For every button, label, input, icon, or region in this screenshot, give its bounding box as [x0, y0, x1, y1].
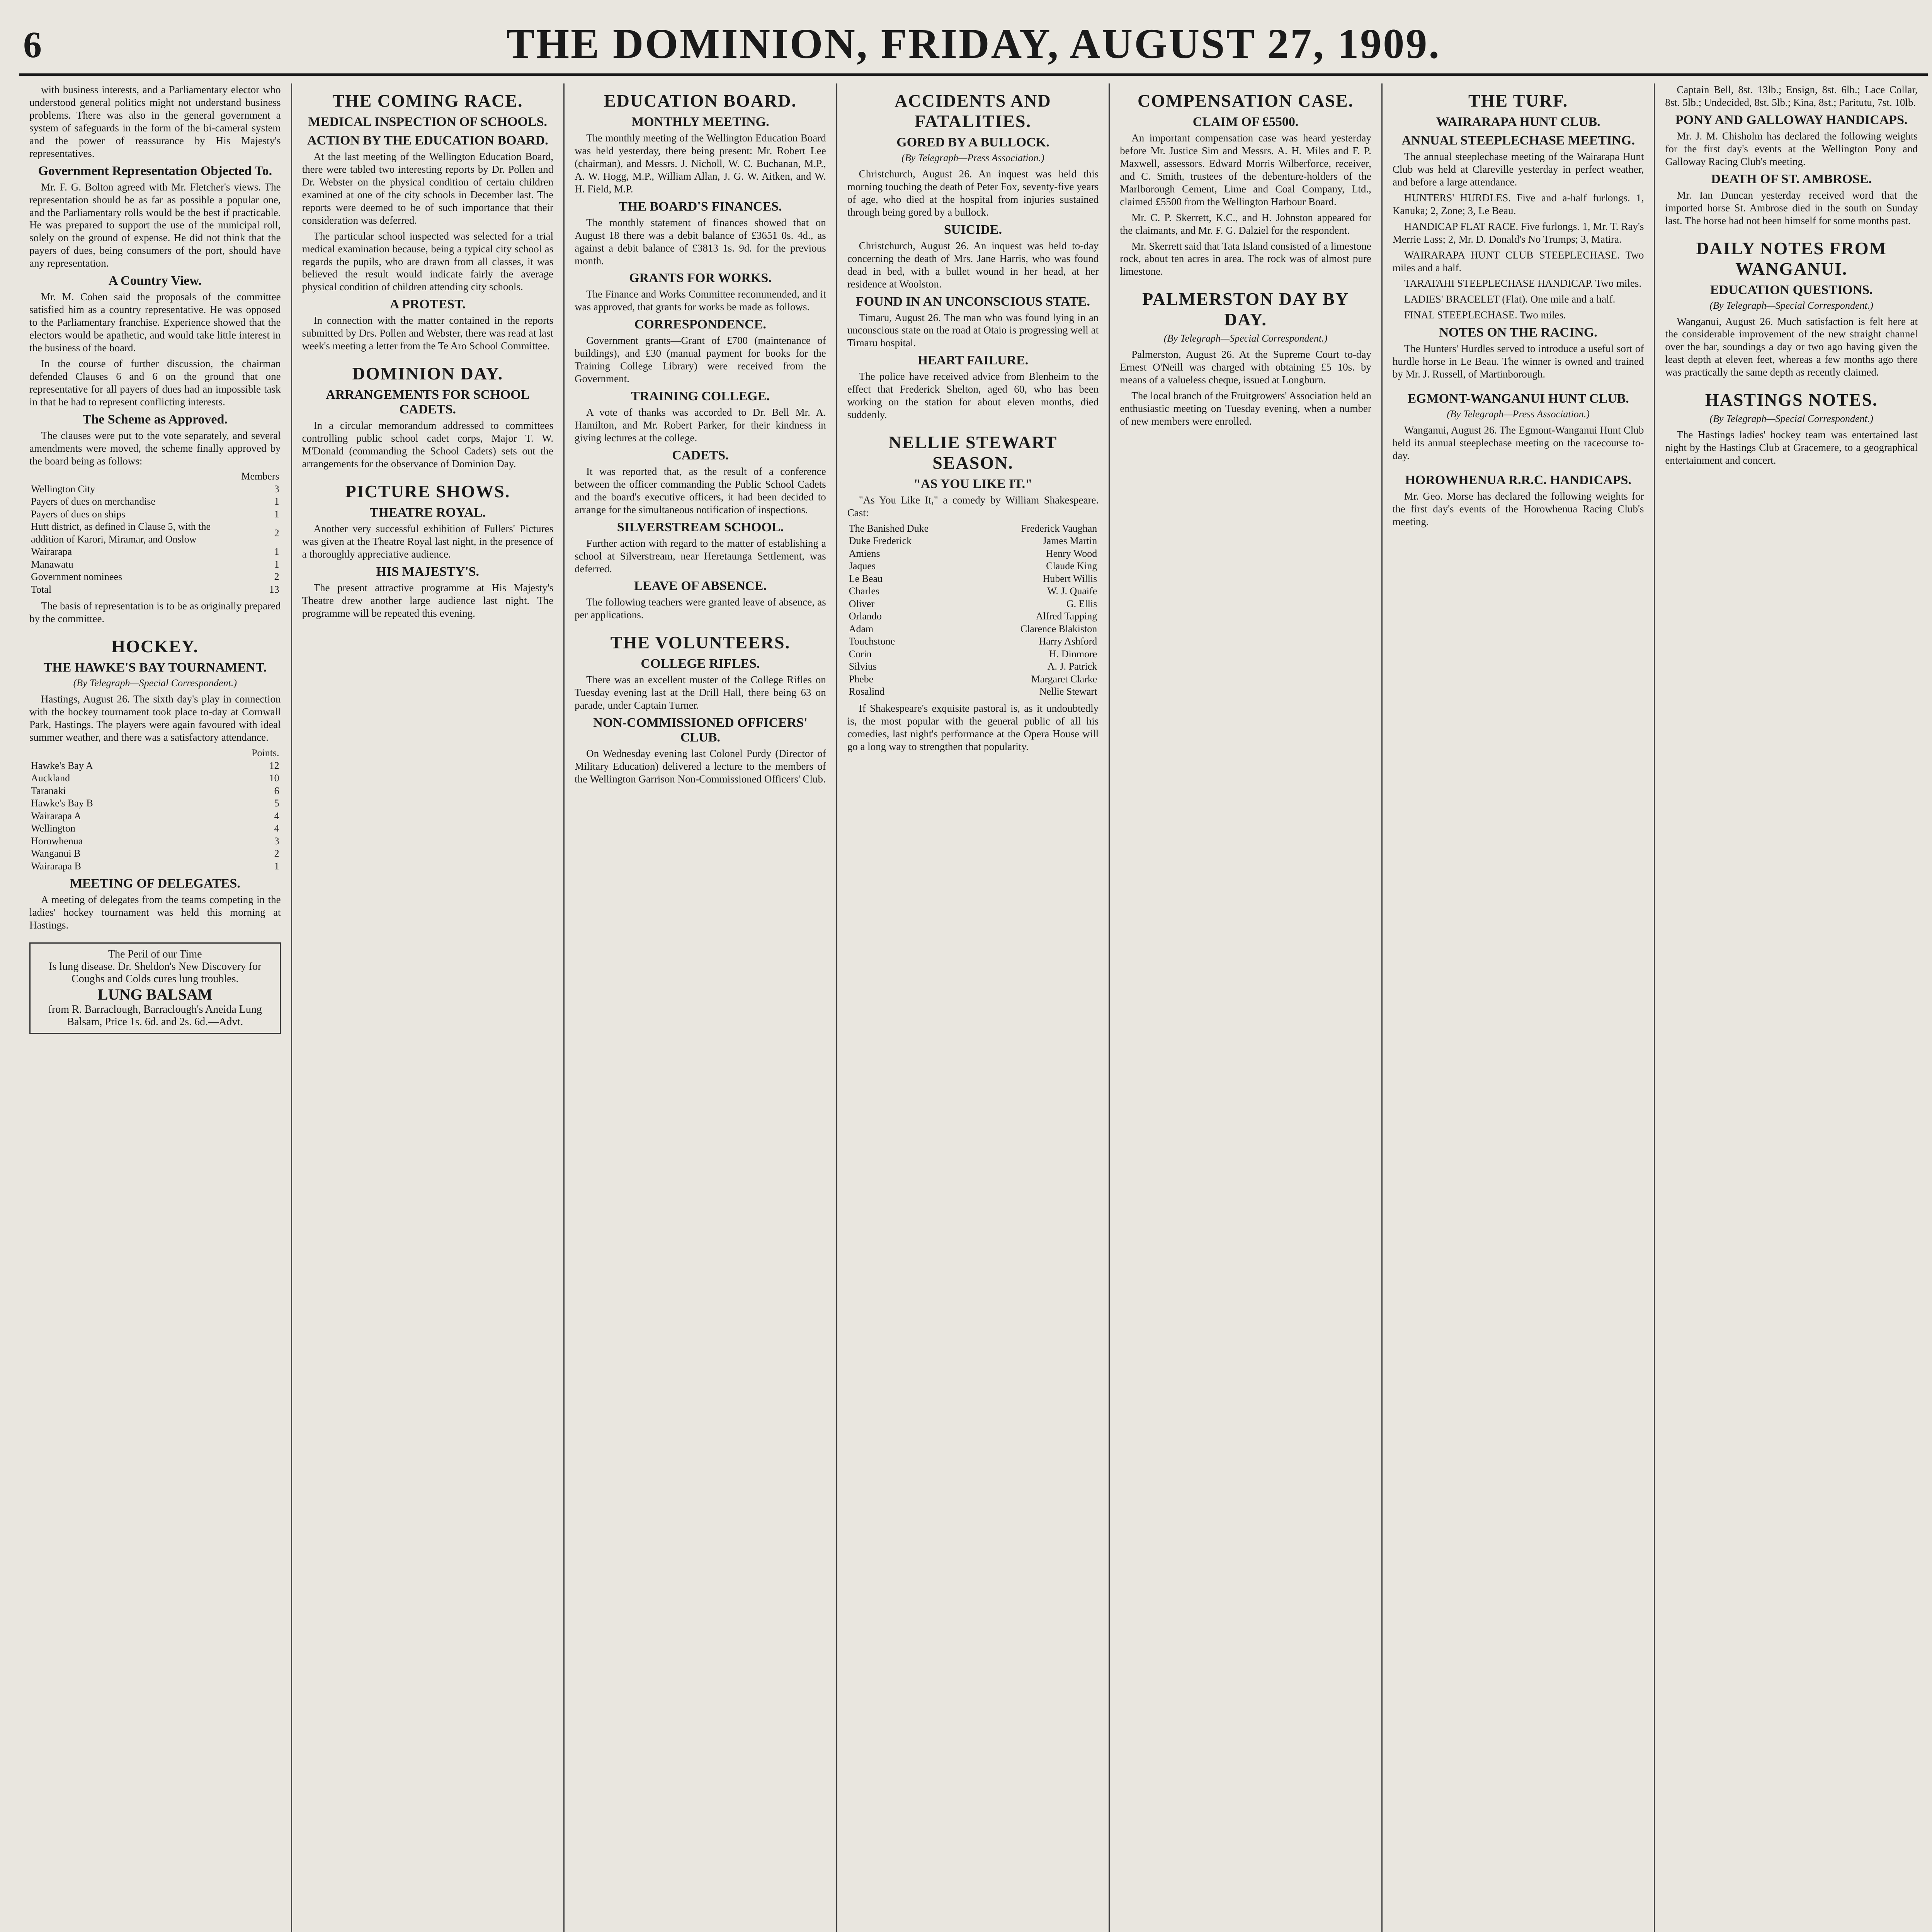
article-text: On Wednesday evening last Colonel Purdy (Director of Military Education) delivered a lecture to the members of the Wellington Garrison Non-Commissioned Officers' Club.	[575, 748, 826, 785]
subheading: FOUND IN AN UNCONSCIOUS STATE.	[855, 294, 1090, 309]
article-text: Mr. Ian Duncan yesterday received word that the imported horse St. Ambrose died in the south on Sunday last. The horse had not been himself for some months past.	[1665, 189, 1918, 226]
headline: PICTURE SHOWS.	[345, 481, 510, 501]
subheading: A PROTEST.	[389, 297, 466, 312]
byline: (By Telegraph—Special Correspondent.)	[1163, 333, 1328, 344]
article-text: The basis of representation is to be as originally prepared by the committee.	[29, 600, 281, 625]
table-row: Jaques Claude King	[849, 560, 1097, 572]
article-text: Mr. C. P. Skerrett, K.C., and H. Johnston appeared for the claimants, and Mr. F. G. Dalziel for the respondent.	[1120, 211, 1371, 236]
education-board-article	[575, 90, 826, 621]
table-row: Manawatu 1	[31, 558, 279, 570]
subheading: EGMONT-WANGANUI HUNT CLUB.	[1407, 391, 1629, 406]
hockey-article	[29, 636, 281, 932]
table-row: Duke Frederick James Martin	[849, 535, 1097, 547]
byline: (By Telegraph—Press Association.)	[1447, 408, 1590, 420]
headline: DAILY NOTES FROM WANGANUI.	[1696, 238, 1887, 279]
table-row: Hawke's Bay B 5	[31, 798, 279, 809]
table-row: Oliver G. Ellis	[849, 598, 1097, 609]
subheading: LEAVE OF ABSENCE.	[634, 579, 767, 594]
ad-product-name: LUNG BALSAM	[97, 985, 213, 1003]
egmont-article	[1393, 391, 1644, 462]
turf-article	[1393, 90, 1644, 381]
article-text: Mr. Skerrett said that Tata Island consisted of a limestone rock, about ten acres in area. The rock was of almost pure limestone.	[1120, 240, 1371, 277]
subheading: WAIRARAPA HUNT CLUB.	[1436, 115, 1600, 129]
table-row: Rosalind Nellie Stewart	[849, 686, 1097, 697]
ad-heading: The Peril of our Time	[108, 948, 202, 960]
coming-race-article	[302, 90, 554, 352]
subheading: SILVERSTREAM SCHOOL.	[617, 520, 784, 534]
subheading: THEATRE ROYAL.	[369, 505, 486, 520]
members-header: Members	[241, 471, 279, 482]
palmerston-article	[1120, 289, 1371, 428]
subheading: HIS MAJESTY'S.	[376, 564, 480, 579]
columns	[19, 83, 1928, 1932]
table-row: Orlando Alfred Tapping	[849, 611, 1097, 622]
article-text: The Finance and Works Committee recommended, and it was approved, that grants for works be made as follows.	[575, 288, 826, 313]
table-row: Silvius A. J. Patrick	[849, 661, 1097, 672]
subheading: ARRANGEMENTS FOR SCHOOL CADETS.	[326, 388, 530, 417]
article-text: The present attractive programme at His Majesty's Theatre drew another large audience last night. The programme will be repeated this evening.	[302, 582, 554, 619]
hastings-article	[1665, 389, 1918, 467]
race-result: TARATAHI STEEPLECHASE HANDICAP. Two miles.	[1404, 277, 1642, 289]
points-header: Points.	[252, 747, 279, 759]
article-text: Wanganui, August 26. The Egmont-Wanganui Hunt Club held its annual steeplechase meeting on the racecourse to-day.	[1392, 424, 1644, 461]
headline: HASTINGS NOTES.	[1705, 390, 1878, 410]
compensation-article	[1120, 90, 1371, 278]
headline: THE VOLUNTEERS.	[610, 633, 791, 653]
article-text: There was an excellent muster of the College Rifles on Tuesday evening last at the Drill Hall, there being 63 on parade, under Captain Turner.	[575, 674, 826, 711]
headline: EDUCATION BOARD.	[604, 91, 797, 111]
article-text: The particular school inspected was selected for a trial medical examination because, being a typical city school as regards the pupils, who are drawn from all classes, it was believed the result would indicate fairly the average physical condition of children attending city schools.	[302, 230, 554, 293]
wanganui-article	[1665, 238, 1918, 379]
article-text: The Hastings ladies' hockey team was entertained last night by the Hastings Club at Gracemere, to a geographical entertainment and concert.	[1665, 429, 1918, 466]
horowhenua-article	[1393, 473, 1644, 528]
accidents-article	[847, 90, 1099, 421]
article-text: If Shakespeare's exquisite pastoral is, as it undoubtedly is, the most popular with the general public of all his comedies, last night's performance at the Opera House will go a long way to strengthen that popularity.	[847, 702, 1099, 752]
table-row: Wairarapa B 1	[31, 860, 279, 872]
table-row: Wellington City 3	[31, 483, 279, 495]
article-text: Another very successful exhibition of Fullers' Pictures was given at the Theatre Royal last night, in the presence of a thoroughly appreciative audience.	[302, 522, 554, 560]
article-text: Captain Bell, 8st. 13lb.; Ensign, 8st. 6lb.; Lace Collar, 8st. 5lb.; Undecided, 8st. 5lb.; Kina, 8st.; Paritutu, 7st. 10lb.	[1665, 84, 1918, 108]
subheading: HEART FAILURE.	[917, 353, 1029, 368]
subheading: NOTES ON THE RACING.	[1439, 325, 1597, 340]
column-4	[837, 83, 1110, 1932]
article-text: Mr. F. G. Bolton agreed with Mr. Fletcher's views. The representation should be as far as possible a popular one, and the Parliamentary rolls would be the best if practicable. He was prepared to support the use of the municipal roll, solely on the ground of expense. He did not think that the payers of dues, being consumers of the port, should have any representation.	[29, 181, 281, 269]
byline: (By Telegraph—Special Correspondent.)	[73, 677, 237, 689]
dominion-day-article	[302, 363, 554, 470]
subheading: The Scheme as Approved.	[82, 412, 228, 427]
headline: THE COMING RACE.	[332, 91, 523, 111]
cast-table	[847, 522, 1099, 698]
table-row: Touchstone Harry Ashford	[849, 636, 1097, 647]
table-row: Wairarapa 1	[31, 546, 279, 558]
headline: COMPENSATION CASE.	[1138, 91, 1354, 111]
article-text: The following teachers were granted leave of absence, as per applications.	[575, 596, 826, 621]
race-result: FINAL STEEPLECHASE. Two miles.	[1404, 309, 1566, 321]
subheading: Government Representation Objected To.	[38, 163, 272, 178]
race-result: HANDICAP FLAT RACE. Five furlongs. 1, Mr. T. Ray's Merrie Lass; 2, Mr. D. Donald's No Trumps; 3, Matira.	[1392, 220, 1644, 245]
table-row: Le Beau Hubert Willis	[849, 573, 1097, 584]
entries-article	[1665, 83, 1918, 227]
headline: NELLIE STEWART SEASON.	[888, 432, 1058, 473]
advertisement	[29, 942, 281, 1034]
subheading: DEATH OF ST. AMBROSE.	[1711, 172, 1872, 186]
subheading: EDUCATION QUESTIONS.	[1710, 282, 1873, 297]
subheading: MONTHLY MEETING.	[631, 115, 769, 129]
subheading: PONY AND GALLOWAY HANDICAPS.	[1675, 112, 1908, 127]
article-text: Hastings, August 26. The sixth day's play in connection with the hockey tournament took place to-day at Cornwall Park, Hastings. The players were again favoured with ideal summer weather, and there was a satisfactory attendance.	[29, 693, 281, 743]
table-row: Adam Clarence Blakiston	[849, 623, 1097, 634]
subheading: ACTION BY THE EDUCATION BOARD.	[307, 133, 548, 148]
column-5	[1110, 83, 1383, 1932]
headline: ACCIDENTS AND FATALITIES.	[895, 91, 1051, 131]
subheading: MEETING OF DELEGATES.	[70, 876, 240, 891]
article-text: Mr. J. M. Chisholm has declared the following weights for the first day's events at the Wellington Pony and Galloway Racing Club's meeting.	[1665, 130, 1918, 167]
article-text: The Hunters' Hurdles served to introduce a useful sort of hurdle horse in Le Beau. The winner is owned and trained by Mr. J. Russell, of Martinborough.	[1392, 343, 1644, 380]
race-result: LADIES' BRACELET (Flat). One mile and a half.	[1404, 293, 1616, 305]
article-text: A vote of thanks was accorded to Dr. Bell Mr. A. Hamilton, and Mr. Robert Parker, for their kindness in giving lectures at the college.	[575, 406, 826, 444]
subheading: TRAINING COLLEGE.	[631, 389, 770, 404]
article-text: Christchurch, August 26. An inquest was held this morning touching the death of Peter Fox, seventy-five years of age, who died at the hospital from injuries sustained through being gored by a bullock.	[847, 168, 1099, 218]
table-row: Wellington 4	[31, 823, 279, 834]
article-text: The monthly statement of finances showed that on August 18 there was a debit balance of £3651 0s. 4d., as against a debit balance of £3813 1s. 9d. for the previous month.	[575, 216, 826, 267]
article-text: In connection with the matter contained in the reports submitted by Drs. Pollen and Webster, there was read at last week's meeting a letter from the Te Aro School Committee.	[302, 315, 554, 352]
article-text: At the last meeting of the Wellington Education Board, there were tabled two interesting reports by Dr. Pollen and Dr. Webster on the physical condition of certain children examined at one of the city schools in December last. The reports were deemed to be of such importance that their consideration was deferred.	[302, 151, 554, 226]
byline: (By Telegraph—Special Correspondent.)	[1709, 413, 1873, 425]
article-text: Timaru, August 26. The man who was found lying in an unconscious state on the road at Otaio is progressing well at Timaru hospital.	[847, 311, 1099, 349]
subheading: HOROWHENUA R.R.C. HANDICAPS.	[1405, 473, 1631, 487]
subheading: CLAIM OF £5500.	[1192, 115, 1299, 129]
article-text: Palmerston, August 26. At the Supreme Court to-day Ernest O'Neill was charged with obtaining £5 10s. by means of a valueless cheque, issued at Longburn.	[1120, 349, 1371, 386]
picture-shows-article	[302, 481, 554, 620]
article-text: The annual steeplechase meeting of the Wairarapa Hunt Club was held at Clareville yesterday in perfect weather, and before a large attendance.	[1392, 151, 1644, 188]
table-row: Total 13	[31, 583, 279, 595]
column-7	[1655, 83, 1928, 1932]
article-text: A meeting of delegates from the teams competing in the ladies' hockey tournament was held this morning at Hastings.	[29, 894, 281, 931]
article-text: Christchurch, August 26. An inquest was held to-day concerning the death of Mrs. Jane Harris, who was found dead in bed, with a bullet wound in her head, at her residence at Woolston.	[847, 240, 1099, 290]
subheading: COLLEGE RIFLES.	[641, 656, 760, 671]
table-row: Taranaki 6	[31, 785, 279, 796]
page-number: 6	[23, 24, 42, 65]
subheading: ANNUAL STEEPLECHASE MEETING.	[1401, 133, 1635, 148]
article-text: Wanganui, August 26. Much satisfaction is felt here at the considerable improvement of the new straight channel over the bar, soundings a day or two ago having given the least depth at eleven feet, whereas a few months ago there was practically the same depth as recently claimed.	[1665, 315, 1918, 378]
table-row: Payers of dues on ships 1	[31, 508, 279, 520]
table-row: Charles W. J. Quaife	[849, 585, 1097, 597]
article-text: The police have received advice from Blenheim to the effect that Frederick Shelton, aged 60, who has been working on the station for about eleven months, died suddenly.	[847, 371, 1099, 421]
article-text: An important compensation case was heard yesterday before Mr. Justice Sim and Messrs. A. H. Miles and F. P. Maxwell, assessors. Edward Morris Wilberforce, receiver, and C. Smith, trustees of the debenture-holders of the Marlborough Cement, Lime and Coal Company, Ltd., claimed £5500 from the Wellington Harbour Board.	[1120, 132, 1371, 207]
subheading: MEDICAL INSPECTION OF SCHOOLS.	[308, 115, 548, 129]
table-row: Horowhenua 3	[31, 835, 279, 847]
subheading: GORED BY A BULLOCK.	[896, 135, 1049, 150]
article-text: The local branch of the Fruitgrowers' Association held an enthusiastic meeting on Tuesday evening, when a number of new members were enrolled.	[1120, 390, 1371, 427]
table-row: The Banished Duke Frederick Vaughan	[849, 522, 1097, 534]
masthead	[19, 15, 1928, 76]
volunteers-article	[575, 632, 826, 786]
column-6	[1383, 83, 1655, 1932]
headline: THE TURF.	[1468, 91, 1568, 111]
table-row: Hawke's Bay A 12	[31, 760, 279, 771]
table-row: Corin H. Dinmore	[849, 648, 1097, 660]
ad-body: Is lung disease. Dr. Sheldon's New Discovery for Coughs and Colds cures lung troubles.	[49, 960, 262, 985]
members-table	[29, 470, 281, 596]
ad-price: from R. Barraclough, Barraclough's Aneida Lung Balsam, Price 1s. 6d. and 2s. 6d.—Advt.	[48, 1003, 262, 1028]
article-text: Mr. Geo. Morse has declared the following weights for the first day's events of the Horowhenua Racing Club's meeting.	[1392, 490, 1644, 527]
table-row: Wairarapa A 4	[31, 810, 279, 821]
byline: (By Telegraph—Press Association.)	[901, 152, 1044, 163]
headline: HOCKEY.	[111, 636, 199, 656]
table-row: Auckland 10	[31, 772, 279, 784]
byline: (By Telegraph—Special Correspondent.)	[1709, 299, 1873, 311]
table-row: Payers of dues on merchandise 1	[31, 496, 279, 507]
subheading: CORRESPONDENCE.	[634, 317, 766, 332]
table-row: Amiens Henry Wood	[849, 548, 1097, 559]
headline: DOMINION DAY.	[352, 364, 503, 384]
nellie-stewart-article	[847, 432, 1099, 753]
page-title: THE DOMINION, FRIDAY, AUGUST 27, 1909.	[506, 20, 1441, 67]
article-text: It was reported that, as the result of a conference between the officer commanding the Public School Cadets and the board's executive officers, it had been decided to arrange for the simultaneous notification of inspections.	[575, 465, 826, 515]
article-text: Further action with regard to the matter of establishing a school at Silverstream, near Heretaunga Settlement, was deferred.	[575, 537, 826, 575]
race-result: HUNTERS' HURDLES. Five and a-half furlongs. 1, Kanuka; 2, Zone; 3, Le Beau.	[1392, 192, 1644, 216]
headline: PALMERSTON DAY BY DAY.	[1142, 289, 1349, 330]
subheading: THE HAWKE'S BAY TOURNAMENT.	[43, 660, 267, 675]
harbour-board-article	[29, 83, 281, 625]
article-text: "As You Like It," a comedy by William Shakespeare. Cast:	[847, 494, 1099, 519]
column-2	[292, 83, 565, 1932]
subheading: NON-COMMISSIONED OFFICERS' CLUB.	[593, 716, 808, 745]
article-text: In the course of further discussion, the chairman defended Clauses 6 and 6 on the ground that one representative for all payers of dues had an impossible task in that he had to represent conflicting interests.	[29, 357, 281, 408]
subheading: THE BOARD'S FINANCES.	[619, 199, 782, 214]
subheading: SUICIDE.	[944, 222, 1002, 237]
article-text: Mr. M. Cohen said the proposals of the committee satisfied him as a country representative. He was opposed to the Parliamentary franchise. Experience showed that the electors would be apathetic, and would take little interest in the business of the board.	[29, 291, 281, 354]
article-text: Government grants—Grant of £700 (maintenance of buildings), and £30 (manual payment for books for the Training College Library) were received from the Government.	[575, 335, 826, 385]
subheading: A Country View.	[108, 274, 202, 288]
article-text: The monthly meeting of the Wellington Education Board was held yesterday, there being present: Mr. Robert Lee (chairman), and Messrs. J. Nicholl, W. C. Buchanan, M.P., A. W. Hogg, M.P., William Allan, J. G. W. Aitken, and W. H. Field, M.P.	[575, 132, 826, 195]
table-row: Wanganui B 2	[31, 848, 279, 859]
points-table	[29, 747, 281, 872]
table-row: Phebe Margaret Clarke	[849, 673, 1097, 685]
article-text: with business interests, and a Parliamentary elector who understood general politics might not understand business problems. There was also in the general government a system of safeguards in the form of the bi-cameral system and the power of reassurance by His Majesty's representatives.	[29, 84, 281, 159]
table-row: Government nominees 2	[31, 571, 279, 583]
column-3	[565, 83, 837, 1932]
subheading: "AS YOU LIKE IT."	[913, 477, 1032, 492]
race-result: WAIRARAPA HUNT CLUB STEEPLECHASE. Two miles and a half.	[1392, 249, 1644, 274]
subheading: CADETS.	[672, 448, 729, 463]
subheading: GRANTS FOR WORKS.	[629, 271, 772, 286]
column-1	[19, 83, 292, 1932]
table-row: Hutt district, as defined in Clause 5, with the addition of Karori, Miramar, and Onslow 2	[31, 521, 279, 545]
article-text: The clauses were put to the vote separately, and several amendments were moved, the scheme finally approved by the board being as follows:	[29, 429, 281, 467]
article-text: In a circular memorandum addressed to committees controlling public school cadet corps, Major T. W. M'Donald (commanding the School Cadets) sets out the arrangements for the observance of Dominion Day.	[302, 420, 554, 469]
